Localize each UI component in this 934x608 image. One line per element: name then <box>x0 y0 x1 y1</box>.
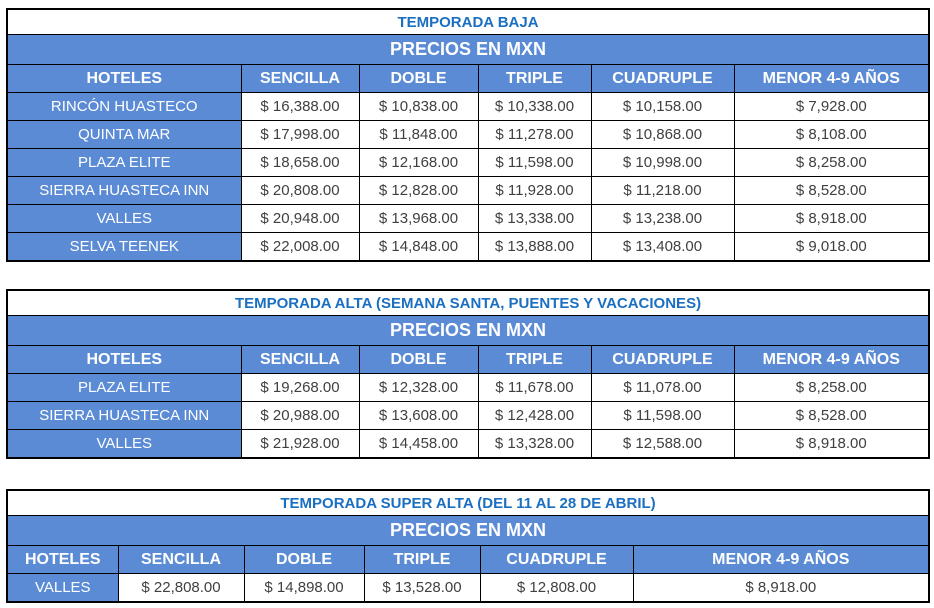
price-cell: $ 22,008.00 <box>241 233 359 262</box>
table-title-row <box>7 9 929 35</box>
price-cell: $ 20,988.00 <box>241 402 359 430</box>
col-header-hoteles: HOTELES <box>7 65 241 93</box>
price-cell: $ 20,948.00 <box>241 205 359 233</box>
hotel-cell: SIERRA HUASTECA INN <box>7 402 241 430</box>
column-header-row <box>7 65 929 93</box>
table-row <box>7 574 929 603</box>
price-cell: $ 13,528.00 <box>364 574 480 603</box>
price-cell: $ 11,218.00 <box>591 177 734 205</box>
price-cell: $ 8,918.00 <box>633 574 929 603</box>
col-header-menor: MENOR 4-9 AÑOS <box>734 346 929 374</box>
price-cell: $ 10,868.00 <box>591 121 734 149</box>
hotel-cell: QUINTA MAR <box>7 121 241 149</box>
precios-banner-row <box>7 35 929 65</box>
column-header-row <box>7 346 929 374</box>
precios-banner: PRECIOS EN MXN <box>7 316 929 346</box>
col-header-triple: TRIPLE <box>364 546 480 574</box>
price-cell: $ 19,268.00 <box>241 374 359 402</box>
table-title: TEMPORADA ALTA (SEMANA SANTA, PUENTES Y VACACIONES) <box>7 290 929 316</box>
hotel-cell: PLAZA ELITE <box>7 374 241 402</box>
col-header-sencilla: SENCILLA <box>118 546 244 574</box>
price-table-temporada-alta <box>6 289 930 459</box>
col-header-menor: MENOR 4-9 AÑOS <box>734 65 929 93</box>
price-cell: $ 17,998.00 <box>241 121 359 149</box>
table-row <box>7 402 929 430</box>
col-header-triple: TRIPLE <box>478 65 591 93</box>
price-cell: $ 11,078.00 <box>591 374 734 402</box>
price-cell: $ 10,338.00 <box>478 93 591 121</box>
col-header-hoteles: HOTELES <box>7 546 118 574</box>
col-header-doble: DOBLE <box>244 546 364 574</box>
price-cell: $ 14,848.00 <box>359 233 478 262</box>
price-cell: $ 10,998.00 <box>591 149 734 177</box>
price-cell: $ 18,658.00 <box>241 149 359 177</box>
col-header-cuadruple: CUADRUPLE <box>591 65 734 93</box>
precios-banner-row <box>7 516 929 546</box>
price-cell: $ 13,238.00 <box>591 205 734 233</box>
price-cell: $ 13,408.00 <box>591 233 734 262</box>
price-cell: $ 11,928.00 <box>478 177 591 205</box>
col-header-menor: MENOR 4-9 AÑOS <box>633 546 929 574</box>
col-header-doble: DOBLE <box>359 65 478 93</box>
price-cell: $ 20,808.00 <box>241 177 359 205</box>
hotel-cell: SIERRA HUASTECA INN <box>7 177 241 205</box>
price-cell: $ 16,388.00 <box>241 93 359 121</box>
price-cell: $ 11,848.00 <box>359 121 478 149</box>
price-cell: $ 8,528.00 <box>734 402 929 430</box>
table-row <box>7 177 929 205</box>
precios-banner: PRECIOS EN MXN <box>7 516 929 546</box>
price-cell: $ 8,258.00 <box>734 374 929 402</box>
table-title-row <box>7 490 929 516</box>
col-header-doble: DOBLE <box>359 346 478 374</box>
price-cell: $ 13,608.00 <box>359 402 478 430</box>
precios-banner-row <box>7 316 929 346</box>
col-header-cuadruple: CUADRUPLE <box>591 346 734 374</box>
price-cell: $ 10,158.00 <box>591 93 734 121</box>
price-cell: $ 11,278.00 <box>478 121 591 149</box>
price-cell: $ 11,598.00 <box>591 402 734 430</box>
col-header-hoteles: HOTELES <box>7 346 241 374</box>
table-row <box>7 93 929 121</box>
table-title-row <box>7 290 929 316</box>
table-row <box>7 374 929 402</box>
col-header-triple: TRIPLE <box>478 346 591 374</box>
col-header-sencilla: SENCILLA <box>241 346 359 374</box>
price-cell: $ 8,918.00 <box>734 430 929 459</box>
price-cell: $ 14,898.00 <box>244 574 364 603</box>
col-header-cuadruple: CUADRUPLE <box>480 546 633 574</box>
hotel-cell: VALLES <box>7 430 241 459</box>
table-row <box>7 205 929 233</box>
hotel-cell: VALLES <box>7 205 241 233</box>
column-header-row <box>7 546 929 574</box>
price-cell: $ 21,928.00 <box>241 430 359 459</box>
price-cell: $ 22,808.00 <box>118 574 244 603</box>
table-row <box>7 149 929 177</box>
price-cell: $ 12,808.00 <box>480 574 633 603</box>
price-cell: $ 12,828.00 <box>359 177 478 205</box>
table-row <box>7 430 929 459</box>
price-cell: $ 10,838.00 <box>359 93 478 121</box>
price-cell: $ 13,338.00 <box>478 205 591 233</box>
table-title: TEMPORADA BAJA <box>7 9 929 35</box>
price-cell: $ 12,428.00 <box>478 402 591 430</box>
price-cell: $ 11,598.00 <box>478 149 591 177</box>
price-cell: $ 8,108.00 <box>734 121 929 149</box>
table-row <box>7 233 929 262</box>
price-cell: $ 13,328.00 <box>478 430 591 459</box>
price-cell: $ 8,528.00 <box>734 177 929 205</box>
price-cell: $ 12,168.00 <box>359 149 478 177</box>
price-cell: $ 12,328.00 <box>359 374 478 402</box>
precios-banner: PRECIOS EN MXN <box>7 35 929 65</box>
hotel-cell: PLAZA ELITE <box>7 149 241 177</box>
table-row <box>7 121 929 149</box>
hotel-cell: SELVA TEENEK <box>7 233 241 262</box>
price-cell: $ 13,968.00 <box>359 205 478 233</box>
price-cell: $ 8,918.00 <box>734 205 929 233</box>
price-cell: $ 14,458.00 <box>359 430 478 459</box>
price-table-temporada-baja <box>6 8 930 262</box>
price-table-temporada-super-alta <box>6 489 930 603</box>
table-title: TEMPORADA SUPER ALTA (DEL 11 AL 28 DE ABRIL) <box>7 490 929 516</box>
col-header-sencilla: SENCILLA <box>241 65 359 93</box>
hotel-cell: VALLES <box>7 574 118 603</box>
price-cell: $ 8,258.00 <box>734 149 929 177</box>
price-cell: $ 13,888.00 <box>478 233 591 262</box>
price-cell: $ 9,018.00 <box>734 233 929 262</box>
price-cell: $ 11,678.00 <box>478 374 591 402</box>
price-cell: $ 12,588.00 <box>591 430 734 459</box>
price-cell: $ 7,928.00 <box>734 93 929 121</box>
hotel-cell: RINCÓN HUASTECO <box>7 93 241 121</box>
